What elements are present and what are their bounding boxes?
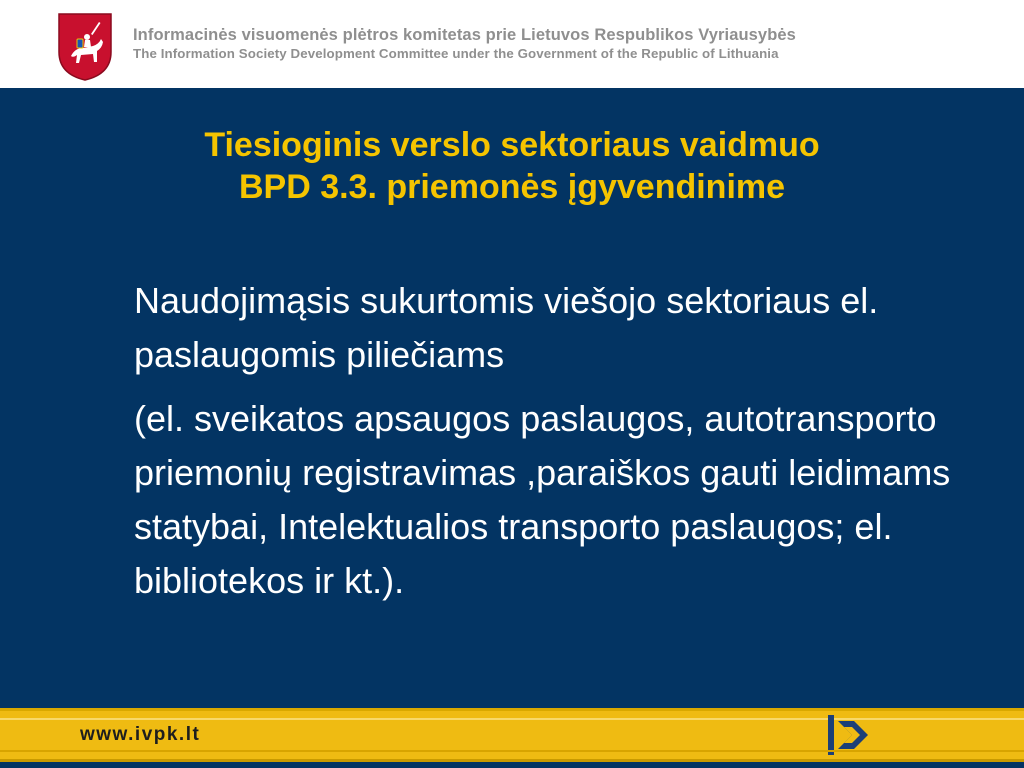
body-paragraph-1: Naudojimąsis sukurtomis viešojo sektoriaus el. paslaugomis piliečiams xyxy=(134,280,879,375)
organization-name-lt: Informacinės visuomenės plėtros komitetas prie Lietuvos Respublikos Vyriausybės xyxy=(133,26,796,44)
arrow-logo-icon xyxy=(824,713,880,757)
organization-name-en: The Information Society Development Committee under the Government of the Republic of Lithuania xyxy=(133,46,779,61)
slide-body xyxy=(134,274,994,608)
slide-title-line-1: Tiesioginis verslo sektoriaus vaidmuo xyxy=(204,126,820,164)
lithuanian-coat-of-arms-icon xyxy=(57,12,113,82)
footer-band xyxy=(0,708,1024,762)
body-paragraph-2: (el. sveikatos apsaugos paslaugos, autotransporto priemonių registravimas ,paraiškos gauti leidimams statybai, Intelektualios transporto paslaugos; el. bibliotekos ir kt.). xyxy=(134,398,951,601)
slide-title xyxy=(0,124,1024,208)
header-banner xyxy=(0,0,1024,88)
slide-title-line-2: BPD 3.3. priemonės įgyvendinime xyxy=(238,168,786,206)
website-url[interactable]: www.ivpk.lt xyxy=(80,724,201,745)
